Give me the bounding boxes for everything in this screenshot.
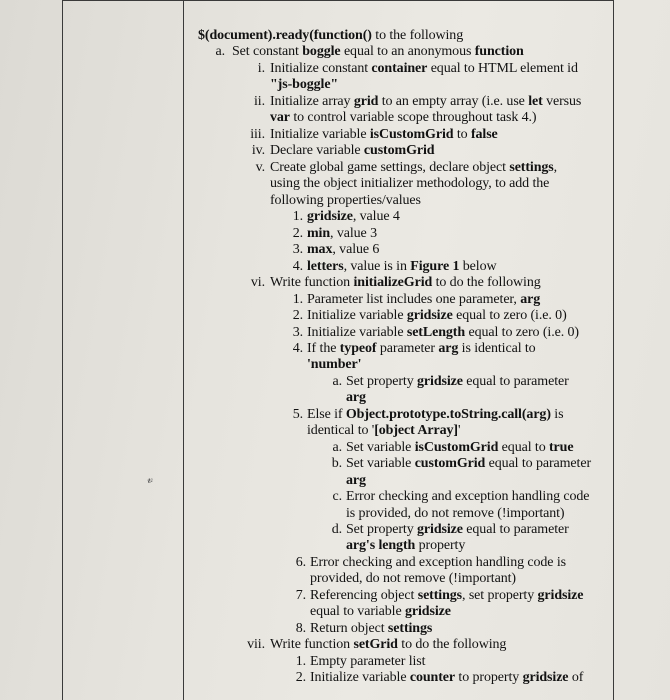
doc-line — [346, 473, 366, 489]
text-run: Set constant — [232, 44, 303, 59]
doc-line — [285, 407, 563, 423]
doc-line — [285, 242, 379, 258]
code-term: settings — [387, 621, 433, 636]
code-term: isCustomGrid — [369, 127, 454, 142]
list-marker: 1. — [295, 654, 306, 669]
doc-line — [288, 621, 432, 637]
text-run: Write function — [270, 275, 354, 290]
text-run: , set property — [462, 588, 538, 603]
text-run: Initialize variable — [270, 127, 370, 142]
code-term: gridsize — [417, 522, 463, 537]
text-run: identical to ' — [307, 423, 375, 438]
text-run: to — [453, 127, 471, 142]
text-run: equal to zero (i.e. 0) — [452, 308, 567, 323]
code-term: gridsize — [406, 308, 453, 323]
text-run: versus — [542, 94, 582, 109]
code-term: settings — [509, 160, 554, 175]
text-run: equal to HTML element id — [427, 61, 578, 76]
table-column-divider — [183, 0, 184, 700]
text-run: equal to parameter — [462, 374, 569, 389]
text-run: If the — [307, 341, 340, 356]
doc-line — [243, 61, 578, 77]
doc-line — [307, 357, 361, 373]
text-run: to do the following — [432, 275, 541, 290]
text-run: using the object initializer methodology, to add the — [270, 176, 550, 191]
text-run: of — [568, 670, 584, 685]
doc-line — [322, 440, 573, 456]
code-term: arg — [346, 473, 366, 488]
text-run: to property — [455, 670, 523, 685]
code-term: true — [549, 440, 574, 455]
doc-line — [322, 456, 591, 472]
text-run: Return object — [310, 621, 388, 636]
doc-line — [288, 670, 583, 686]
doc-line — [288, 588, 583, 604]
doc-line — [285, 209, 400, 225]
text-run: Error checking and exception handling code — [346, 489, 590, 504]
doc-line — [243, 127, 498, 143]
text-run: , value 6 — [332, 242, 380, 257]
list-marker: 4. — [292, 259, 303, 274]
text-run: Referencing object — [310, 588, 418, 603]
doc-line — [346, 390, 366, 406]
text-run: Error checking and exception handling code is — [310, 555, 566, 570]
list-marker: vii. — [247, 637, 265, 652]
text-run: is provided, do not remove (!important) — [346, 506, 565, 521]
text-run: to an empty array (i.e. use — [378, 94, 529, 109]
text-run: is identical to — [458, 341, 536, 356]
text-run: below — [459, 259, 497, 274]
doc-line — [243, 94, 581, 110]
text-run: to control variable scope throughout task 4.) — [289, 110, 537, 125]
table-left-border — [62, 0, 63, 700]
text-run: Set property — [346, 374, 418, 389]
code-term: gridsize — [537, 588, 584, 603]
doc-line — [322, 489, 589, 505]
code-term: $(document).ready(function() — [198, 28, 372, 43]
doc-line — [243, 160, 557, 176]
code-term: arg's length — [346, 538, 416, 553]
code-term: gridsize — [405, 604, 451, 619]
code-term: boggle — [302, 44, 341, 59]
doc-line — [285, 325, 579, 341]
list-marker: 7. — [295, 588, 306, 603]
code-term: min — [307, 226, 331, 241]
doc-line — [288, 654, 425, 670]
text-run: equal to an anonymous — [340, 44, 475, 59]
code-term: container — [371, 61, 428, 76]
code-term: counter — [409, 670, 456, 685]
text-run: Set variable — [346, 456, 415, 471]
list-marker: iii. — [250, 127, 265, 142]
list-marker: a. — [215, 44, 225, 59]
text-run: Parameter list includes one parameter, — [307, 292, 521, 307]
text-run: Initialize variable — [307, 308, 407, 323]
doc-line — [346, 538, 465, 554]
doc-line — [307, 423, 460, 439]
text-run: Write function — [270, 637, 354, 652]
code-term: grid — [353, 94, 379, 109]
list-marker: 2. — [292, 226, 303, 241]
text-run: parameter — [376, 341, 439, 356]
code-term: max — [307, 242, 333, 257]
list-marker: 8. — [295, 621, 306, 636]
text-run: Empty parameter list — [310, 654, 426, 669]
list-marker: vi. — [250, 275, 265, 290]
doc-line — [270, 176, 549, 192]
code-term: function — [474, 44, 524, 59]
doc-line — [243, 275, 541, 291]
doc-line — [310, 571, 516, 587]
table-right-border — [613, 0, 614, 700]
doc-line — [270, 110, 536, 126]
code-term: letters — [307, 259, 344, 274]
text-run: Declare variable — [270, 143, 364, 158]
code-term: gridsize — [417, 374, 463, 389]
doc-line — [198, 28, 463, 44]
doc-line — [322, 374, 569, 390]
text-run: Create global game settings, declare object — [270, 160, 510, 175]
code-term: setGrid — [353, 637, 398, 652]
code-term: typeof — [339, 341, 377, 356]
doc-line — [310, 604, 451, 620]
doc-line — [285, 341, 536, 357]
text-run: is — [550, 407, 564, 422]
doc-line — [285, 308, 567, 324]
list-marker: b. — [331, 456, 342, 471]
text-run: to the following — [371, 28, 464, 43]
pen-mark: 𝓋 — [147, 472, 153, 486]
doc-line — [322, 522, 569, 538]
list-marker: d. — [331, 522, 342, 537]
list-marker: a. — [332, 440, 342, 455]
text-run: Set variable — [346, 440, 415, 455]
list-marker: 4. — [292, 341, 303, 356]
text-run: provided, do not remove (!important) — [310, 571, 516, 586]
list-marker: 6. — [295, 555, 306, 570]
code-term: arg — [438, 341, 459, 356]
code-term: let — [528, 94, 543, 109]
list-marker: 2. — [292, 308, 303, 323]
code-term: arg — [520, 292, 541, 307]
doc-line — [285, 259, 497, 275]
list-marker: 1. — [292, 292, 303, 307]
list-marker: i. — [257, 61, 265, 76]
list-marker: iv. — [251, 143, 265, 158]
text-run: to do the following — [397, 637, 507, 652]
doc-line — [243, 143, 434, 159]
code-term: Object.prototype.toString.call(arg) — [345, 407, 551, 422]
code-term: var — [270, 110, 290, 125]
text-run: Initialize array — [270, 94, 354, 109]
list-marker: a. — [332, 374, 342, 389]
code-term: gridsize — [307, 209, 353, 224]
doc-line — [270, 193, 421, 209]
doc-line — [285, 226, 377, 242]
text-run: equal to parameter — [485, 456, 592, 471]
code-term: Figure 1 — [410, 259, 460, 274]
code-term: isCustomGrid — [414, 440, 499, 455]
text-run: Else if — [307, 407, 346, 422]
text-run: Initialize constant — [270, 61, 372, 76]
doc-line — [285, 292, 540, 308]
code-term: customGrid — [363, 143, 435, 158]
list-marker: 5. — [292, 407, 303, 422]
code-term: 'number' — [307, 357, 362, 372]
code-term: settings — [417, 588, 463, 603]
text-run: , — [553, 160, 558, 175]
code-term: arg — [346, 390, 366, 405]
text-run: following properties/values — [270, 193, 421, 208]
text-run: equal to parameter — [462, 522, 569, 537]
doc-line — [243, 637, 506, 653]
list-marker: 2. — [295, 670, 306, 685]
text-run: equal to zero (i.e. 0) — [465, 325, 579, 340]
code-term: false — [470, 127, 498, 142]
list-marker: c. — [332, 489, 342, 504]
text-run: Set property — [346, 522, 418, 537]
text-run: , value 4 — [352, 209, 400, 224]
text-run: Initialize variable — [310, 670, 410, 685]
text-run: Initialize variable — [307, 325, 407, 340]
list-marker: ii. — [254, 94, 265, 109]
text-run: , value 3 — [330, 226, 377, 241]
text-run: , value is in — [343, 259, 411, 274]
code-term: gridsize — [522, 670, 569, 685]
text-run: ' — [457, 423, 461, 438]
text-run: equal to variable — [310, 604, 405, 619]
code-term: customGrid — [414, 456, 486, 471]
code-term: [object Array] — [374, 423, 458, 438]
doc-line — [288, 555, 566, 571]
list-marker: 3. — [292, 242, 303, 257]
text-run: property — [415, 538, 466, 553]
list-marker: v. — [255, 160, 265, 175]
list-marker: 3. — [292, 325, 303, 340]
text-run: equal to — [498, 440, 549, 455]
code-term: setLength — [406, 325, 466, 340]
list-marker: 1. — [292, 209, 303, 224]
doc-line — [270, 77, 338, 93]
code-term: initializeGrid — [353, 275, 433, 290]
doc-line — [203, 44, 524, 60]
table-top-border — [62, 0, 614, 1]
doc-line — [346, 506, 565, 522]
code-term: "js-boggle" — [270, 77, 339, 92]
